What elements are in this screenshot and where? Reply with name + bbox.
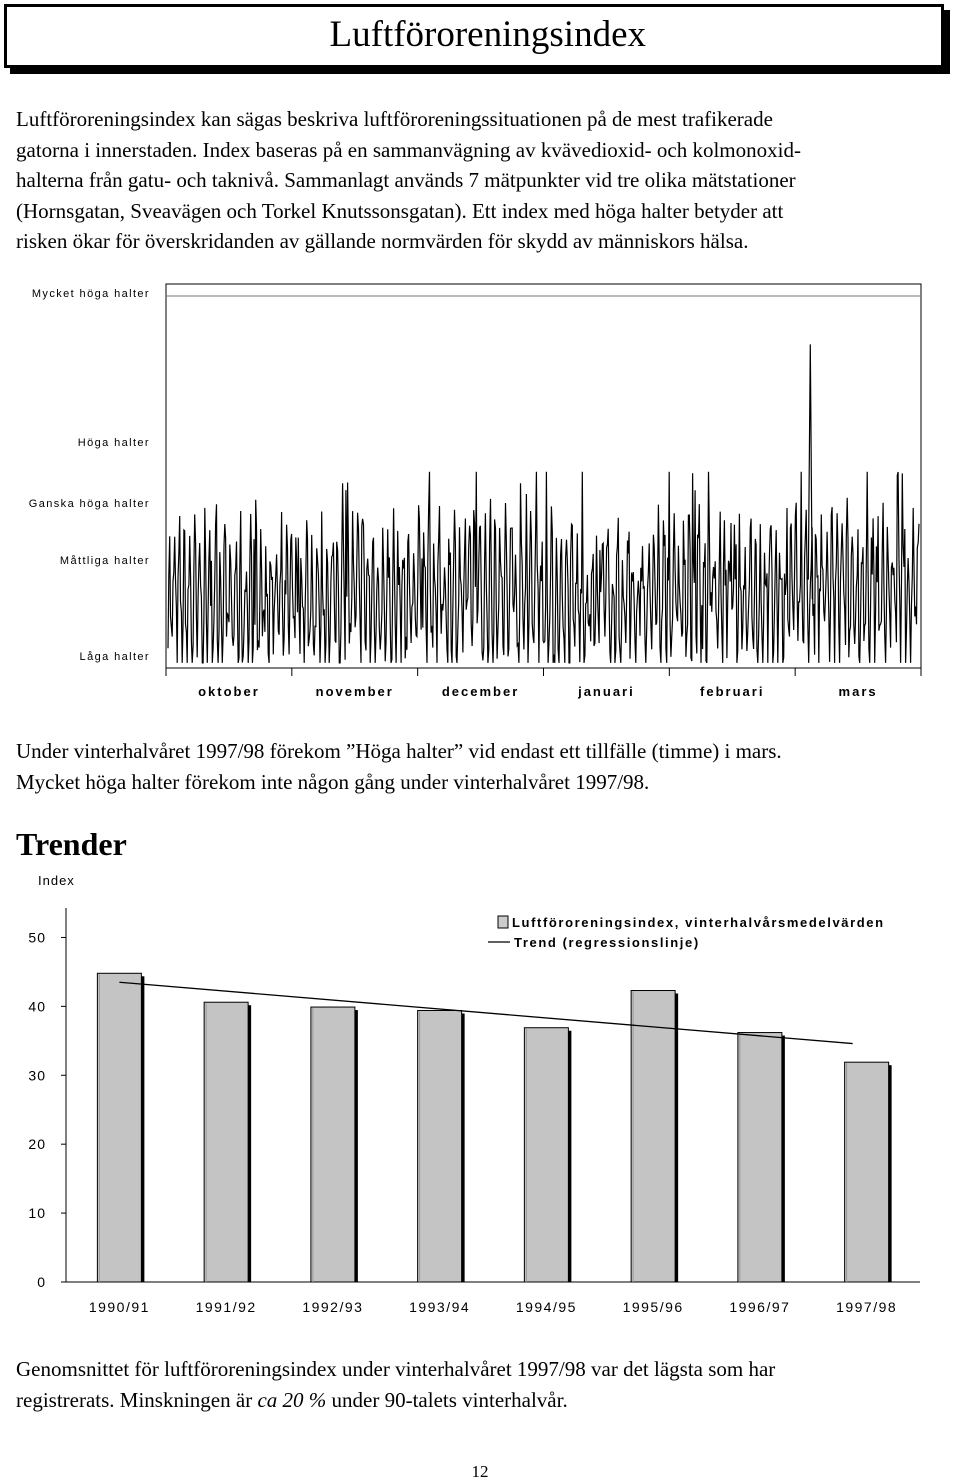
- bar: [524, 1028, 568, 1282]
- x-tick-label: 1997/98: [836, 1299, 898, 1315]
- bar: [97, 973, 141, 1282]
- x-tick-label: 1993/94: [409, 1299, 471, 1315]
- conclusion-paragraph: [16, 1354, 946, 1415]
- month-label: november: [315, 684, 394, 699]
- x-tick-label: 1994/95: [515, 1299, 577, 1315]
- month-label: mars: [838, 684, 878, 699]
- intro-line: halterna från gatu- och taknivå. Sammanlagt används 7 mätpunkter vid tre olika mätstationer: [16, 168, 796, 192]
- intro-line: gatorna i innerstaden. Index baseras på en sammanvägning av kvävedioxid- och kolmonoxid-: [16, 137, 801, 162]
- x-tick-label: 1990/91: [88, 1299, 150, 1315]
- bar: [631, 991, 675, 1282]
- bar: [845, 1062, 889, 1282]
- month-label: december: [441, 684, 520, 699]
- page-title: Luftföroreningsindex: [329, 14, 646, 55]
- result-line: Mycket höga halter förekom inte någon gång under vinterhalvåret 1997/98.: [16, 769, 650, 794]
- intro-line: risken ökar för överskridanden av gällande normvärden för skydd av människors hälsa.: [16, 229, 749, 253]
- month-label: oktober: [198, 684, 260, 699]
- y-tick-label: 50: [28, 929, 46, 946]
- y-tick-label: 0: [37, 1274, 46, 1290]
- legend: [488, 915, 885, 950]
- level-label: Höga halter: [77, 437, 150, 449]
- y-tick-label: 30: [28, 1067, 46, 1084]
- level-label: Låga halter: [79, 651, 150, 663]
- y-tick-label: 10: [28, 1205, 46, 1222]
- intro-paragraph: [16, 104, 946, 257]
- bar: [738, 1033, 782, 1282]
- bar: [418, 1010, 462, 1282]
- y-tick-label: 20: [28, 1136, 46, 1153]
- result-line: Under vinterhalvåret 1997/98 förekom ”Höga halter” vid endast ett tillfälle (timme) i mars.: [16, 739, 782, 763]
- conclusion-text: under 90-talets vinterhalvår.: [326, 1387, 568, 1412]
- conclusion-text: registrerats. Minskningen är: [16, 1387, 258, 1412]
- month-label: februari: [700, 684, 765, 699]
- intro-line: Luftföroreningsindex kan sägas beskriva luftföroreningssituationen på de mest trafikerade: [16, 107, 773, 131]
- bar: [311, 1007, 355, 1282]
- y-tick-label: 40: [28, 998, 46, 1015]
- result-paragraph: [16, 736, 946, 797]
- x-tick-label: 1995/96: [622, 1299, 684, 1315]
- intro-line: (Hornsgatan, Sveavägen och Torkel Knutssonsgatan). Ett index med höga halter betyder att: [16, 198, 784, 223]
- legend-label-trend: Trend (regressionslinje): [514, 935, 700, 950]
- index-series-line: [168, 344, 919, 663]
- legend-label-index: Luftföroreningsindex, vinterhalvårsmedelvärden: [512, 915, 885, 930]
- level-label: Ganska höga halter: [28, 498, 150, 510]
- title-box: [4, 4, 944, 68]
- page-number: 12: [471, 1462, 489, 1481]
- x-tick-label: 1991/92: [195, 1299, 257, 1315]
- legend-bar-swatch: [498, 916, 508, 928]
- level-label: Mycket höga halter: [31, 288, 150, 300]
- level-label: Måttliga halter: [59, 555, 150, 567]
- conclusion-emphasis: ca 20 %: [257, 1387, 327, 1412]
- trend-bar-chart: [0, 868, 960, 1328]
- bar: [204, 1002, 248, 1282]
- x-tick-label: 1992/93: [302, 1299, 364, 1315]
- hourly-index-chart: [0, 270, 960, 710]
- month-label: januari: [578, 684, 635, 699]
- x-tick-label: 1996/97: [729, 1299, 791, 1315]
- conclusion-line: [16, 1385, 946, 1416]
- section-title-trender: Trender: [16, 826, 127, 862]
- y-axis-label: Index: [38, 873, 75, 888]
- conclusion-line: Genomsnittet för luftföroreningsindex under vinterhalvåret 1997/98 var det lägsta som har: [16, 1357, 776, 1381]
